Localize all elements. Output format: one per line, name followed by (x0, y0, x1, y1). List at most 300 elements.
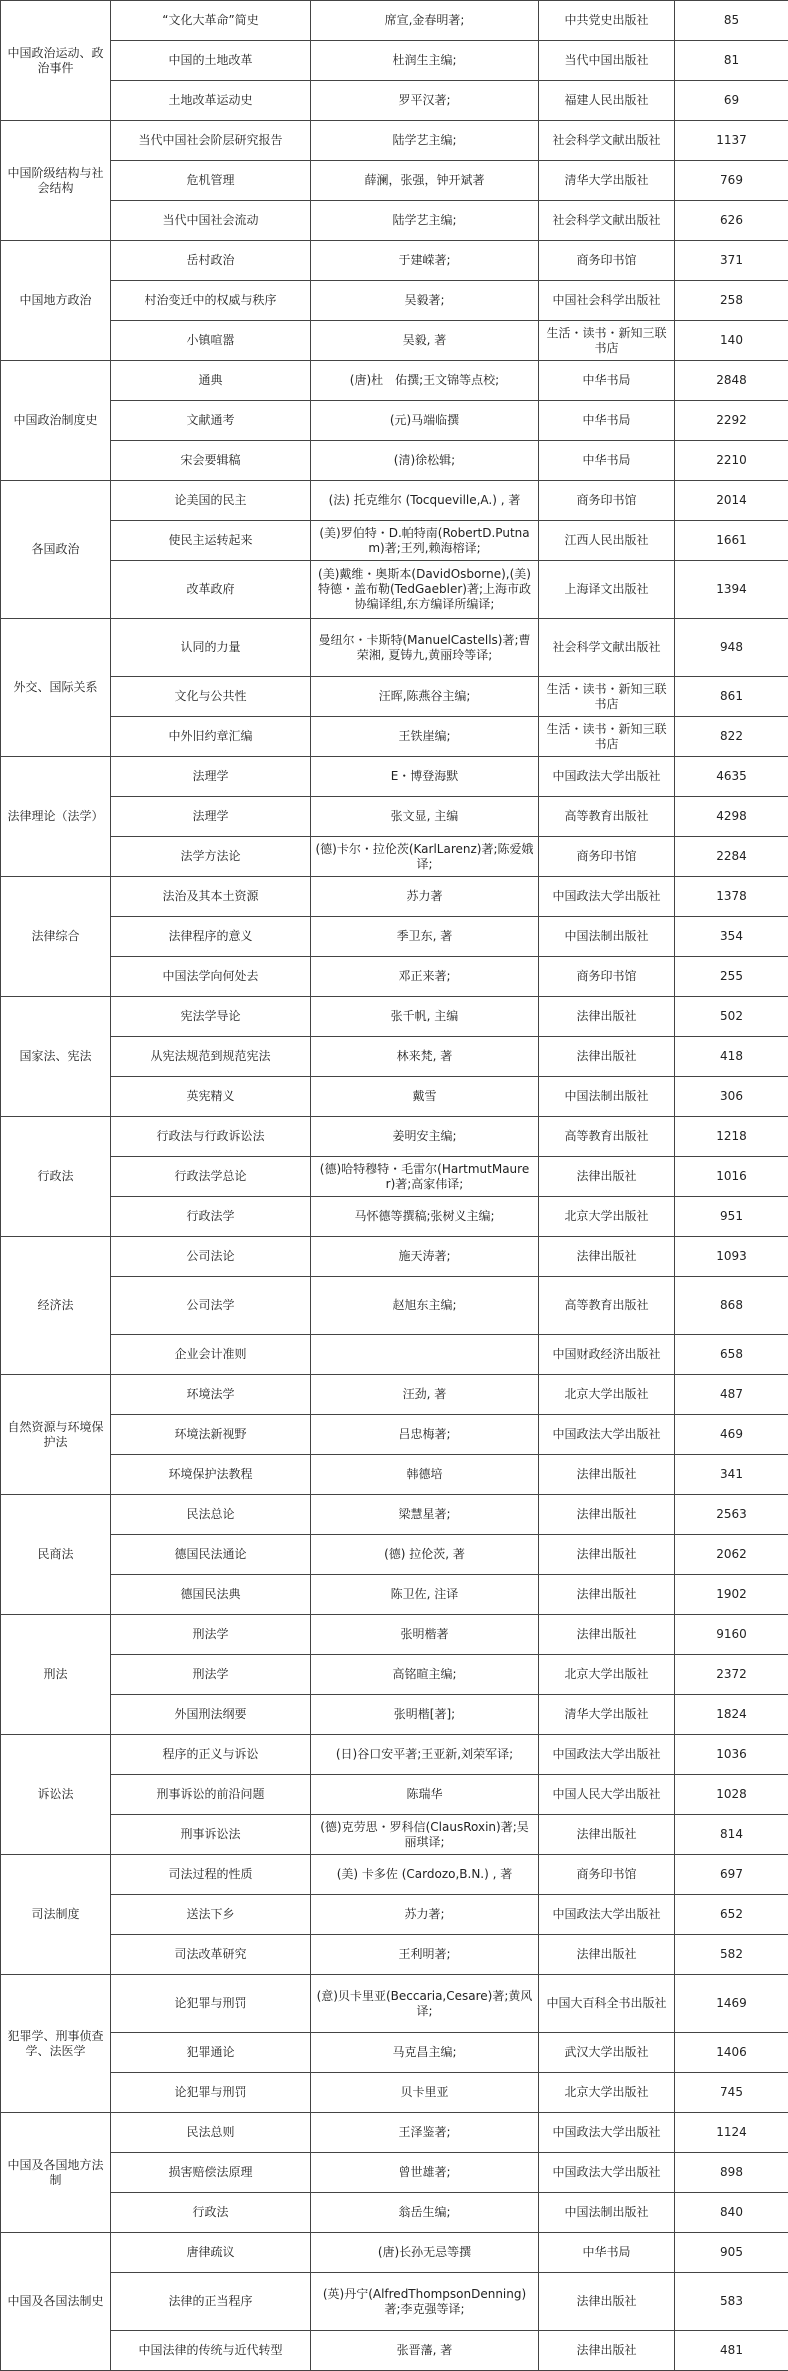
title-cell: 环境法学 (111, 1375, 311, 1415)
table-row (1, 1615, 788, 1655)
title-cell: 当代中国社会阶层研究报告 (111, 121, 311, 161)
title-cell: 公司法论 (111, 1237, 311, 1277)
count-cell: 583 (675, 2273, 788, 2331)
table-row (1, 2193, 788, 2233)
author-cell: 曼纽尔・卡斯特(ManuelCastells)著;曹荣湘, 夏铸九,黄丽玲等译; (311, 619, 539, 677)
publisher-cell: 商务印书馆 (539, 837, 675, 877)
table-row (1, 1575, 788, 1615)
count-cell: 255 (675, 957, 788, 997)
count-cell: 2372 (675, 1655, 788, 1695)
title-cell: 小镇喧嚣 (111, 321, 311, 361)
title-cell: “文化大革命”简史 (111, 1, 311, 41)
author-cell: 贝卡里亚 (311, 2073, 539, 2113)
count-cell: 69 (675, 81, 788, 121)
table-row (1, 797, 788, 837)
author-cell: (意)贝卡里亚(Beccaria,Cesare)著;黄风译; (311, 1975, 539, 2033)
publisher-cell: 中国政法大学出版社 (539, 877, 675, 917)
table-row (1, 1695, 788, 1735)
title-cell: 英宪精义 (111, 1077, 311, 1117)
publisher-cell: 当代中国出版社 (539, 41, 675, 81)
table-row (1, 1855, 788, 1895)
count-cell: 2284 (675, 837, 788, 877)
publisher-cell: 商务印书馆 (539, 481, 675, 521)
table-row (1, 1277, 788, 1335)
category-cell: 法律理论（法学） (1, 757, 111, 877)
title-cell: 宪法学导论 (111, 997, 311, 1037)
category-cell: 法律综合 (1, 877, 111, 997)
title-cell: 宋会要辑稿 (111, 441, 311, 481)
title-cell: 民法总论 (111, 1495, 311, 1535)
title-cell: 外国刑法纲要 (111, 1695, 311, 1735)
count-cell: 1378 (675, 877, 788, 917)
author-cell: (法) 托克维尔 (Tocqueville,A.) , 著 (311, 481, 539, 521)
author-cell: 梁慧星著; (311, 1495, 539, 1535)
author-cell: 王利明著; (311, 1935, 539, 1975)
count-cell: 2014 (675, 481, 788, 521)
title-cell: 唐律疏议 (111, 2233, 311, 2273)
count-cell: 745 (675, 2073, 788, 2113)
count-cell: 898 (675, 2153, 788, 2193)
publisher-cell: 社会科学文献出版社 (539, 121, 675, 161)
title-cell: 从宪法规范到规范宪法 (111, 1037, 311, 1077)
author-cell: 杜润生主编; (311, 41, 539, 81)
author-cell: 王铁崖编; (311, 717, 539, 757)
publisher-cell: 法律出版社 (539, 1815, 675, 1855)
count-cell: 1824 (675, 1695, 788, 1735)
publisher-cell: 法律出版社 (539, 1495, 675, 1535)
author-cell: 高铭暄主编; (311, 1655, 539, 1695)
publisher-cell: 中国社会科学出版社 (539, 281, 675, 321)
title-cell: 民法总则 (111, 2113, 311, 2153)
table-row (1, 917, 788, 957)
category-cell: 行政法 (1, 1117, 111, 1237)
title-cell: 村治变迁中的权威与秩序 (111, 281, 311, 321)
author-cell: 薛澜，张强，钟开斌著 (311, 161, 539, 201)
table-row (1, 1335, 788, 1375)
count-cell: 2563 (675, 1495, 788, 1535)
publisher-cell: 中国政法大学出版社 (539, 1895, 675, 1935)
count-cell: 9160 (675, 1615, 788, 1655)
author-cell: (德)卡尔・拉伦茨(KarlLarenz)著;陈爱娥译; (311, 837, 539, 877)
title-cell: 犯罪通论 (111, 2033, 311, 2073)
publisher-cell: 商务印书馆 (539, 1855, 675, 1895)
category-cell: 诉讼法 (1, 1735, 111, 1855)
title-cell: 环境法新视野 (111, 1415, 311, 1455)
count-cell: 626 (675, 201, 788, 241)
author-cell: 汪晖,陈燕谷主编; (311, 677, 539, 717)
author-cell: 汪劲, 著 (311, 1375, 539, 1415)
table-row (1, 837, 788, 877)
publisher-cell: 中国大百科全书出版社 (539, 1975, 675, 2033)
author-cell: (日)谷口安平著;王亚新,刘荣军译; (311, 1735, 539, 1775)
title-cell: 德国民法通论 (111, 1535, 311, 1575)
author-cell: 苏力著 (311, 877, 539, 917)
count-cell: 861 (675, 677, 788, 717)
count-cell: 1093 (675, 1237, 788, 1277)
count-cell: 1218 (675, 1117, 788, 1157)
category-cell: 刑法 (1, 1615, 111, 1735)
table-row (1, 1237, 788, 1277)
title-cell: 损害赔偿法原理 (111, 2153, 311, 2193)
table-row (1, 201, 788, 241)
table-row (1, 1815, 788, 1855)
title-cell: 公司法学 (111, 1277, 311, 1335)
table-row (1, 401, 788, 441)
table-row (1, 2033, 788, 2073)
publisher-cell: 中国人民大学出版社 (539, 1775, 675, 1815)
table-row (1, 717, 788, 757)
count-cell: 769 (675, 161, 788, 201)
author-cell: 于建嵘著; (311, 241, 539, 281)
count-cell: 868 (675, 1277, 788, 1335)
count-cell: 582 (675, 1935, 788, 1975)
count-cell: 697 (675, 1855, 788, 1895)
publisher-cell: 清华大学出版社 (539, 1695, 675, 1735)
count-cell: 1394 (675, 561, 788, 619)
book-list-body (1, 1, 788, 2371)
author-cell: E・博登海默 (311, 757, 539, 797)
category-cell: 中国及各国地方法制 (1, 2113, 111, 2233)
publisher-cell: 法律出版社 (539, 1935, 675, 1975)
publisher-cell: 上海译文出版社 (539, 561, 675, 619)
publisher-cell: 北京大学出版社 (539, 1197, 675, 1237)
author-cell: 陆学艺主编; (311, 121, 539, 161)
title-cell: 法理学 (111, 797, 311, 837)
category-cell: 司法制度 (1, 1855, 111, 1975)
author-cell: 张千帆, 主编 (311, 997, 539, 1037)
title-cell: 论犯罪与刑罚 (111, 1975, 311, 2033)
table-row (1, 361, 788, 401)
category-cell: 中国政治运动、政治事件 (1, 1, 111, 121)
publisher-cell: 高等教育出版社 (539, 1277, 675, 1335)
table-row (1, 1197, 788, 1237)
table-row (1, 1157, 788, 1197)
publisher-cell: 社会科学文献出版社 (539, 201, 675, 241)
table-row (1, 1535, 788, 1575)
table-row (1, 1, 788, 41)
publisher-cell: 中国法制出版社 (539, 917, 675, 957)
title-cell: 行政法学 (111, 1197, 311, 1237)
table-row (1, 1895, 788, 1935)
title-cell: 文化与公共性 (111, 677, 311, 717)
author-cell: 罗平汉著; (311, 81, 539, 121)
title-cell: 改革政府 (111, 561, 311, 619)
title-cell: 文献通考 (111, 401, 311, 441)
table-row (1, 1975, 788, 2033)
table-row (1, 121, 788, 161)
title-cell: 认同的力量 (111, 619, 311, 677)
author-cell: 邓正来著; (311, 957, 539, 997)
author-cell: 马克昌主编; (311, 2033, 539, 2073)
title-cell: 刑法学 (111, 1615, 311, 1655)
table-row (1, 2113, 788, 2153)
author-cell: 姜明安主编; (311, 1117, 539, 1157)
table-row (1, 521, 788, 561)
category-cell: 中国阶级结构与社会结构 (1, 121, 111, 241)
table-row (1, 2233, 788, 2273)
publisher-cell: 中华书局 (539, 2233, 675, 2273)
publisher-cell: 生活・读书・新知三联书店 (539, 677, 675, 717)
publisher-cell: 北京大学出版社 (539, 1375, 675, 1415)
publisher-cell: 法律出版社 (539, 1455, 675, 1495)
publisher-cell: 中国政法大学出版社 (539, 1415, 675, 1455)
table-row (1, 41, 788, 81)
title-cell: 中国法学向何处去 (111, 957, 311, 997)
author-cell: 赵旭东主编; (311, 1277, 539, 1335)
publisher-cell: 法律出版社 (539, 1575, 675, 1615)
author-cell: 张晋藩, 著 (311, 2331, 539, 2371)
author-cell: (德) 拉伦茨, 著 (311, 1535, 539, 1575)
table-row (1, 957, 788, 997)
title-cell: 行政法 (111, 2193, 311, 2233)
publisher-cell: 中华书局 (539, 361, 675, 401)
table-row (1, 1935, 788, 1975)
title-cell: 论美国的民主 (111, 481, 311, 521)
title-cell: 中外旧约章汇编 (111, 717, 311, 757)
category-cell: 中国地方政治 (1, 241, 111, 361)
title-cell: 刑事诉讼的前沿问题 (111, 1775, 311, 1815)
count-cell: 306 (675, 1077, 788, 1117)
publisher-cell: 北京大学出版社 (539, 1655, 675, 1695)
publisher-cell: 商务印书馆 (539, 241, 675, 281)
title-cell: 程序的正义与诉讼 (111, 1735, 311, 1775)
title-cell: 行政法学总论 (111, 1157, 311, 1197)
category-cell: 民商法 (1, 1495, 111, 1615)
count-cell: 469 (675, 1415, 788, 1455)
publisher-cell: 中国政法大学出版社 (539, 2113, 675, 2153)
count-cell: 1028 (675, 1775, 788, 1815)
publisher-cell: 法律出版社 (539, 1615, 675, 1655)
table-row (1, 481, 788, 521)
author-cell: (元)马端临撰 (311, 401, 539, 441)
author-cell: (美) 卡多佐 (Cardozo,B.N.) , 著 (311, 1855, 539, 1895)
count-cell: 2292 (675, 401, 788, 441)
title-cell: 刑法学 (111, 1655, 311, 1695)
author-cell: 季卫东, 著 (311, 917, 539, 957)
table-row (1, 757, 788, 797)
author-cell: (美)罗伯特・D.帕特南(RobertD.Putnam)著;王列,赖海榕译; (311, 521, 539, 561)
count-cell: 85 (675, 1, 788, 41)
publisher-cell: 北京大学出版社 (539, 2073, 675, 2113)
count-cell: 2062 (675, 1535, 788, 1575)
table-row (1, 281, 788, 321)
table-row (1, 619, 788, 677)
table-row (1, 441, 788, 481)
count-cell: 951 (675, 1197, 788, 1237)
publisher-cell: 中共党史出版社 (539, 1, 675, 41)
table-row (1, 2273, 788, 2331)
author-cell: (清)徐松辑; (311, 441, 539, 481)
publisher-cell: 江西人民出版社 (539, 521, 675, 561)
count-cell: 354 (675, 917, 788, 957)
author-cell: 马怀德等撰稿;张树义主编; (311, 1197, 539, 1237)
count-cell: 481 (675, 2331, 788, 2371)
table-row (1, 1655, 788, 1695)
title-cell: 法律程序的意义 (111, 917, 311, 957)
publisher-cell: 清华大学出版社 (539, 161, 675, 201)
count-cell: 1016 (675, 1157, 788, 1197)
count-cell: 948 (675, 619, 788, 677)
title-cell: 法治及其本土资源 (111, 877, 311, 917)
count-cell: 140 (675, 321, 788, 361)
category-cell: 各国政治 (1, 481, 111, 619)
publisher-cell: 法律出版社 (539, 1237, 675, 1277)
category-cell: 中国及各国法制史 (1, 2233, 111, 2371)
publisher-cell: 法律出版社 (539, 1037, 675, 1077)
author-cell: 韩德培 (311, 1455, 539, 1495)
author-cell: 施天涛著; (311, 1237, 539, 1277)
publisher-cell: 高等教育出版社 (539, 797, 675, 837)
count-cell: 371 (675, 241, 788, 281)
table-row (1, 877, 788, 917)
title-cell: 法理学 (111, 757, 311, 797)
title-cell: 中国的土地改革 (111, 41, 311, 81)
table-row (1, 81, 788, 121)
title-cell: 企业会计准则 (111, 1335, 311, 1375)
title-cell: 刑事诉讼法 (111, 1815, 311, 1855)
count-cell: 822 (675, 717, 788, 757)
count-cell: 905 (675, 2233, 788, 2273)
publisher-cell: 中国财政经济出版社 (539, 1335, 675, 1375)
author-cell: 曾世雄著; (311, 2153, 539, 2193)
author-cell: 张明楷著 (311, 1615, 539, 1655)
table-row (1, 997, 788, 1037)
publisher-cell: 商务印书馆 (539, 957, 675, 997)
count-cell: 487 (675, 1375, 788, 1415)
author-cell: 林来梵, 著 (311, 1037, 539, 1077)
publisher-cell: 中国政法大学出版社 (539, 2153, 675, 2193)
count-cell: 1124 (675, 2113, 788, 2153)
publisher-cell: 中国政法大学出版社 (539, 757, 675, 797)
author-cell: (唐)长孙无忌等撰 (311, 2233, 539, 2273)
publisher-cell: 法律出版社 (539, 1157, 675, 1197)
author-cell: 席宣,金春明著; (311, 1, 539, 41)
title-cell: 德国民法典 (111, 1575, 311, 1615)
publisher-cell: 福建人民出版社 (539, 81, 675, 121)
table-row (1, 1495, 788, 1535)
count-cell: 1137 (675, 121, 788, 161)
author-cell: 吕忠梅著; (311, 1415, 539, 1455)
publisher-cell: 法律出版社 (539, 2273, 675, 2331)
author-cell: (英)丹宁(AlfredThompsonDenning)著;李克强等译; (311, 2273, 539, 2331)
author-cell: 张文显, 主编 (311, 797, 539, 837)
count-cell: 2848 (675, 361, 788, 401)
publisher-cell: 社会科学文献出版社 (539, 619, 675, 677)
count-cell: 4635 (675, 757, 788, 797)
publisher-cell: 中国政法大学出版社 (539, 1735, 675, 1775)
count-cell: 341 (675, 1455, 788, 1495)
author-cell: 吴毅, 著 (311, 321, 539, 361)
author-cell: (唐)杜 佑撰;王文锦等点校; (311, 361, 539, 401)
author-cell: 苏力著; (311, 1895, 539, 1935)
count-cell: 4298 (675, 797, 788, 837)
title-cell: 行政法与行政诉讼法 (111, 1117, 311, 1157)
table-row (1, 2073, 788, 2113)
count-cell: 418 (675, 1037, 788, 1077)
count-cell: 840 (675, 2193, 788, 2233)
category-cell: 国家法、宪法 (1, 997, 111, 1117)
publisher-cell: 生活・读书・新知三联书店 (539, 321, 675, 361)
title-cell: 环境保护法教程 (111, 1455, 311, 1495)
title-cell: 中国法律的传统与近代转型 (111, 2331, 311, 2371)
count-cell: 2210 (675, 441, 788, 481)
title-cell: 法律的正当程序 (111, 2273, 311, 2331)
table-row (1, 1375, 788, 1415)
table-row (1, 1117, 788, 1157)
author-cell: 王泽鉴著; (311, 2113, 539, 2153)
title-cell: 岳村政治 (111, 241, 311, 281)
publisher-cell: 法律出版社 (539, 1535, 675, 1575)
author-cell (311, 1335, 539, 1375)
author-cell: 吴毅著; (311, 281, 539, 321)
author-cell: 翁岳生编; (311, 2193, 539, 2233)
table-row (1, 1775, 788, 1815)
category-cell: 外交、国际关系 (1, 619, 111, 757)
table-row (1, 161, 788, 201)
publisher-cell: 中华书局 (539, 441, 675, 481)
title-cell: 危机管理 (111, 161, 311, 201)
publisher-cell: 中国法制出版社 (539, 1077, 675, 1117)
title-cell: 论犯罪与刑罚 (111, 2073, 311, 2113)
publisher-cell: 武汉大学出版社 (539, 2033, 675, 2073)
table-row (1, 1735, 788, 1775)
author-cell: 陈卫佐, 注译 (311, 1575, 539, 1615)
author-cell: 陆学艺主编; (311, 201, 539, 241)
publisher-cell: 高等教育出版社 (539, 1117, 675, 1157)
title-cell: 法学方法论 (111, 837, 311, 877)
table-row (1, 2153, 788, 2193)
count-cell: 1902 (675, 1575, 788, 1615)
title-cell: 当代中国社会流动 (111, 201, 311, 241)
table-row (1, 1077, 788, 1117)
title-cell: 土地改革运动史 (111, 81, 311, 121)
title-cell: 使民主运转起来 (111, 521, 311, 561)
author-cell: 陈瑞华 (311, 1775, 539, 1815)
publisher-cell: 中华书局 (539, 401, 675, 441)
author-cell: (德)克劳思・罗科信(ClausRoxin)著;吴丽琪译; (311, 1815, 539, 1855)
count-cell: 1661 (675, 521, 788, 561)
author-cell: 张明楷[著]; (311, 1695, 539, 1735)
publisher-cell: 法律出版社 (539, 2331, 675, 2371)
publisher-cell: 法律出版社 (539, 997, 675, 1037)
table-row (1, 241, 788, 281)
count-cell: 258 (675, 281, 788, 321)
count-cell: 1036 (675, 1735, 788, 1775)
author-cell: 戴雪 (311, 1077, 539, 1117)
publisher-cell: 中国法制出版社 (539, 2193, 675, 2233)
table-row (1, 1415, 788, 1455)
count-cell: 1406 (675, 2033, 788, 2073)
table-row (1, 677, 788, 717)
title-cell: 司法改革研究 (111, 1935, 311, 1975)
table-row (1, 1455, 788, 1495)
category-cell: 经济法 (1, 1237, 111, 1375)
publisher-cell: 生活・读书・新知三联书店 (539, 717, 675, 757)
count-cell: 81 (675, 41, 788, 81)
count-cell: 658 (675, 1335, 788, 1375)
table-row (1, 561, 788, 619)
category-cell: 中国政治制度史 (1, 361, 111, 481)
table-row (1, 321, 788, 361)
title-cell: 通典 (111, 361, 311, 401)
category-cell: 自然资源与环境保护法 (1, 1375, 111, 1495)
count-cell: 652 (675, 1895, 788, 1935)
count-cell: 1469 (675, 1975, 788, 2033)
category-cell: 犯罪学、刑事侦查学、法医学 (1, 1975, 111, 2113)
author-cell: (德)哈特穆特・毛雷尔(HartmutMaurer)著;高家伟译; (311, 1157, 539, 1197)
table-row (1, 1037, 788, 1077)
count-cell: 814 (675, 1815, 788, 1855)
